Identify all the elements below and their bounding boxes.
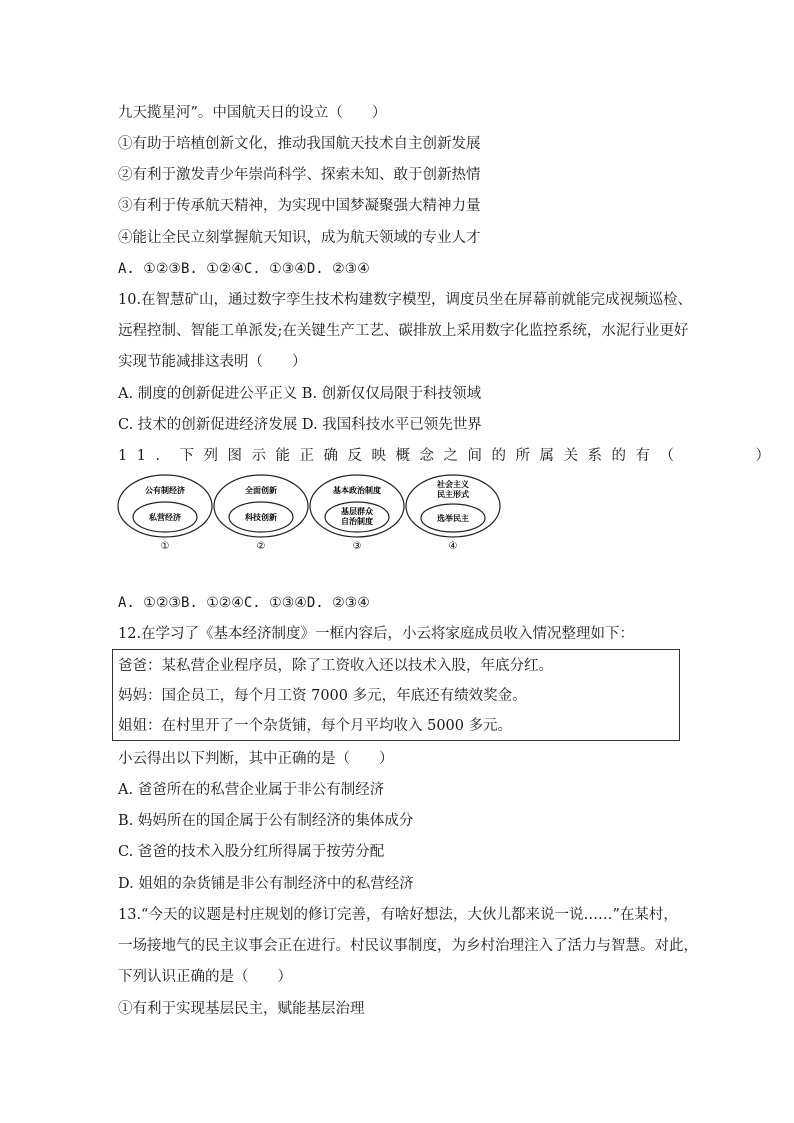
q11-diagram-2-outer [214,475,308,537]
q11-diagram-2 [214,475,308,552]
q10-option-cd: C. 技术的创新促进经济发展 D. 我国科技水平已领先世界 [118,417,482,433]
q11-diagram-1-outer-label: 公有制经济 [145,486,185,495]
q12-income-box [112,649,680,741]
q11-diagram-2-inner-label: 科技创新 [245,513,277,522]
q9-item-3: ③有利于传承航天精神，为实现中国梦凝聚强大精神力量 [118,198,481,214]
q12-box-father: 爸爸：某私营企业程序员，除了工资收入还以技术入股，年底分红。 [118,658,553,674]
q11-diagram-3-outer-label: 基本政治制度 [333,486,381,495]
q13-item-1: ①有利于实现基层民主，赋能基层治理 [118,1001,365,1017]
q11-diagram-3 [310,475,404,552]
q11-diagram-1-inner-label: 私营经济 [149,513,181,522]
q12-question: 小云得出以下判断，其中正确的是（ ） [118,751,394,767]
q11-diagram-3-outer [310,475,404,537]
q11-concept-diagrams [112,474,512,556]
q11-diagram-1 [118,475,212,552]
q12-option-c: C. 爸爸的技术入股分红所得属于按劳分配 [118,844,385,860]
q11-diagram-1-number: ① [160,541,170,552]
q13-stem-line-1: 13.“今天的议题是村庄规划的修订完善，有啥好想法，大伙儿都来说一说……”在某村， [118,907,678,923]
q12-stem: 12.在学习了《基本经济制度》一框内容后，小云将家庭成员收入情况整理如下： [118,626,635,642]
q11-diagram-4 [406,475,500,552]
q12-option-d: D. 姐姐的杂货铺是非公有制经济中的私营经济 [118,876,414,892]
q11-stem: 11．下列图示能正确反映概念之间的所属关系的有（ ） [118,448,780,464]
q10-stem-line-1: 10.在智慧矿山，通过数字孪生技术构建数字模型，调度员坐在屏幕前就能完成视频巡检、 [118,292,693,308]
q11-diagram-2-number: ② [256,541,266,552]
q11-diagram-1-outer [118,475,212,537]
q11-diagram-4-inner-label: 选举民主 [437,514,469,523]
q12-box-mother: 妈妈：国企员工，每个月工资 7000 多元，年底还有绩效奖金。 [118,688,527,704]
q11-diagram-4-number: ④ [448,541,458,552]
q9-stem-tail: 九天揽星河”。中国航天日的设立（ ） [118,105,387,121]
q11-diagram-4-outer-label-2: 民主形式 [437,490,469,499]
q10-stem-line-3: 实现节能减排这表明（ ） [118,354,307,370]
q10-option-ab: A. 制度的创新促进公平正义 B. 创新仅仅局限于科技领域 [118,386,482,402]
q11-diagram-3-inner-label-1: 基层群众 [341,507,373,516]
q12-option-b: B. 妈妈所在的国企属于公有制经济的集体成分 [118,813,414,829]
q11-options: A. ①②③B. ①②④C. ①③④D. ②③④ [118,595,370,611]
q12-option-a: A. 爸爸所在的私营企业属于非公有制经济 [118,782,385,798]
q9-options: A. ①②③B. ①②④C. ①③④D. ②③④ [118,261,370,277]
q11-diagram-3-inner-label-2: 自治制度 [341,517,373,526]
q11-diagram-3-number: ③ [352,541,362,552]
q9-item-1: ①有助于培植创新文化，推动我国航天技术自主创新发展 [118,136,481,152]
q13-stem-line-2: 一场接地气的民主议事会正在进行。村民议事制度，为乡村治理注入了活力与智慧。对此， [118,938,698,954]
q12-box-sister: 姐姐：在村里开了一个杂货铺，每个月平均收入 5000 多元。 [118,718,513,734]
q9-item-4: ④能让全民立刻掌握航天知识，成为航天领域的专业人才 [118,230,481,246]
q10-stem-line-2: 远程控制、智能工单派发;在关键生产工艺、碳排放上采用数字化监控系统，水泥行业更好 [118,323,689,339]
q13-stem-line-3: 下列认识正确的是（ ） [118,969,292,985]
q11-diagram-4-outer-label-1: 社会主义 [437,480,469,489]
q11-diagram-2-outer-label: 全面创新 [245,486,277,495]
q9-item-2: ②有利于激发青少年崇尚科学、探索未知、敢于创新热情 [118,167,481,183]
